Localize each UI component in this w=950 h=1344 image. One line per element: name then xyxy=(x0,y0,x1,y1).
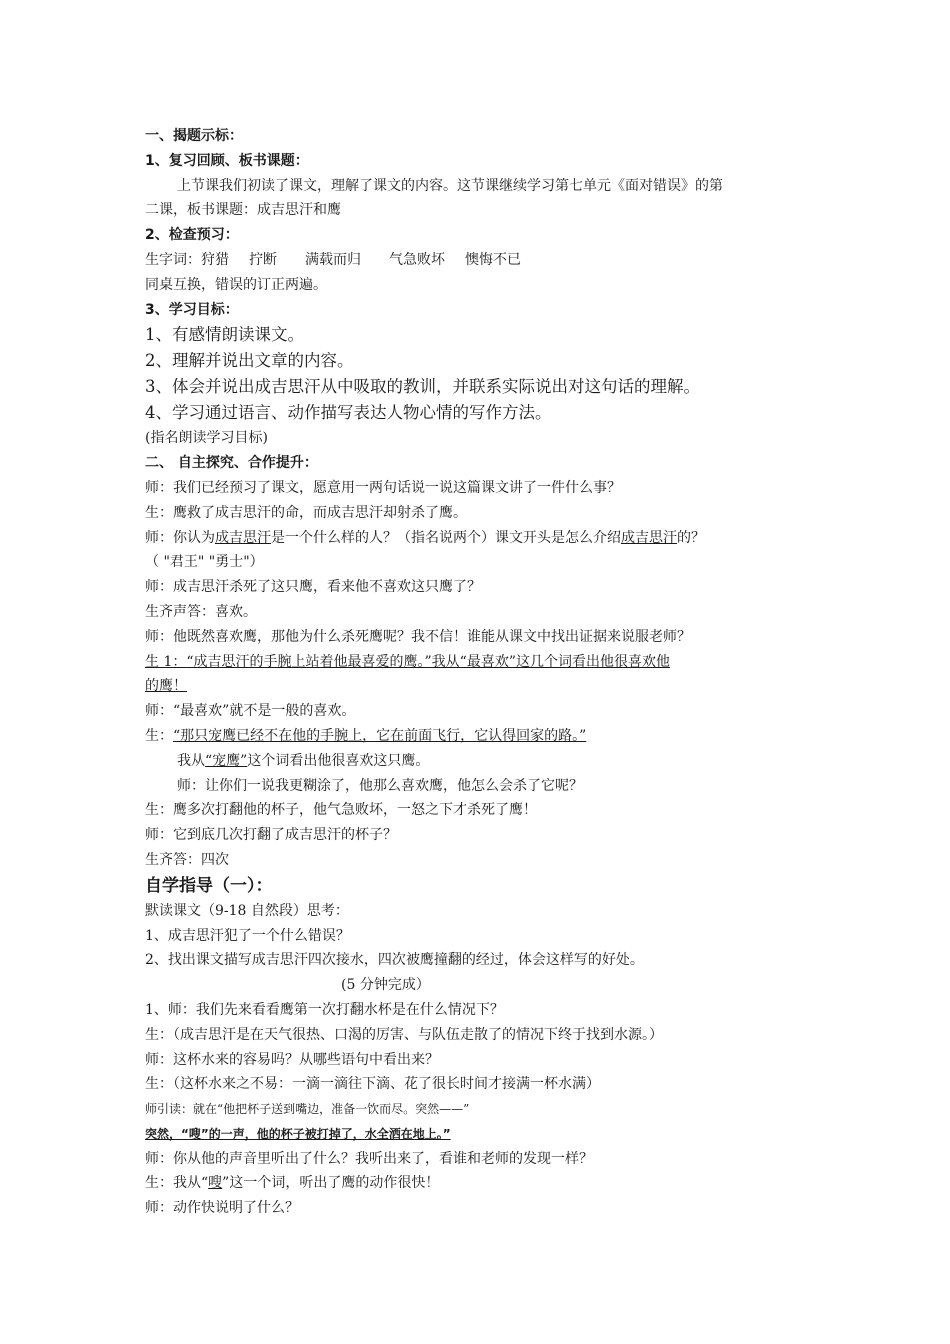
paragraph: 上节课我们初读了课文，理解了课文的内容。这节课继续学习第七单元《面对错误》的第 xyxy=(177,177,723,194)
text-run: 是一个什么样的人？（指名说两个）课文开头是怎么介绍 xyxy=(271,529,621,546)
goal-item: 3、体会并说出成吉思汗从中吸取的教训，并联系实际说出对这句话的理解。 xyxy=(145,377,700,397)
dialogue-line: 师：你从他的声音里听出了什么？我听出来了，看谁和老师的发现一样？ xyxy=(145,1150,593,1167)
dialogue-line: 师：让你们一说我更糊涂了，他那么喜欢鹰，他怎么会杀了它呢？ xyxy=(177,777,583,794)
dialogue-line xyxy=(145,749,825,774)
vocab-word: 懊悔不已 xyxy=(465,251,521,268)
text-run: 生： xyxy=(145,727,173,744)
dialogue-line xyxy=(145,1171,825,1196)
vocab-word: 气急败坏 xyxy=(389,251,445,268)
dialogue-line: 师：我们已经预习了课文，愿意用一两句话说一说这篇课文讲了一件什么事？ xyxy=(145,479,621,496)
text-run: 的？ xyxy=(677,529,705,546)
vocab-label: 生字词： xyxy=(145,251,201,268)
sub-heading: 2、检查预习： xyxy=(145,227,239,244)
underlined-text: “那只宠鹰已经不在他的手腕上，它在前面飞行，它认得回家的路。” xyxy=(173,727,587,744)
section-heading: 自学指导（一）： xyxy=(145,875,273,896)
sub-heading: 1、复习回顾、板书课题： xyxy=(145,152,309,169)
goal-item: 2、理解并说出文章的内容。 xyxy=(145,351,354,371)
dialogue-line: 生：（这杯水来之不易：一滴一滴往下滴、花了很长时间才接满一杯水满） xyxy=(145,1076,600,1093)
dialogue-line: 生齐答：四次 xyxy=(145,851,229,868)
vocab-word: 满载而归 xyxy=(305,251,361,268)
text-run: 这个词看出他很喜欢这只鹰。 xyxy=(247,752,430,769)
dialogue-line: 师：成吉思汗杀死了这只鹰，看来他不喜欢这只鹰了？ xyxy=(145,579,481,596)
text-run: 师：你认为 xyxy=(145,529,215,546)
dialogue-line: 生：鹰多次打翻他的杯子，他气急败坏，一怒之下才杀死了鹰！ xyxy=(145,802,537,819)
section-heading: 一、揭题示标： xyxy=(145,128,243,144)
text-run: 生：我从“ xyxy=(145,1175,209,1192)
underlined-text: 突然，“嗖”的一声，他的杯子被打掉了，水全洒在地上。” xyxy=(145,1126,451,1141)
underlined-text: 嗖 xyxy=(208,1175,223,1192)
dialogue-line xyxy=(145,650,825,675)
paragraph: 2、找出课文描写成吉思汗四次接水，四次被鹰撞翻的经过，体会这样写的好处。 xyxy=(145,952,644,969)
paragraph: 二课，板书课题：成吉思汗和鹰 xyxy=(145,202,341,219)
dialogue-line xyxy=(145,526,825,551)
paragraph: (指名朗读学习目标) xyxy=(145,430,268,447)
paragraph: 1、成吉思汗犯了一个什么错误？ xyxy=(145,927,350,944)
vocab-word: 拧断 xyxy=(249,251,277,268)
section-heading: 二、 自主探究、合作提升： xyxy=(145,455,318,472)
vocab-word: 狩猎 xyxy=(201,251,229,268)
underlined-text: 生 1： xyxy=(145,653,187,670)
text-run: ”这一个词，听出了鹰的动作很快！ xyxy=(222,1175,440,1192)
underlined-text: 成吉思汗 xyxy=(215,529,271,546)
underlined-text: 的鹰！ xyxy=(145,678,187,695)
dialogue-line: 师：他既然喜欢鹰，那他为什么杀死鹰呢？我不信！谁能从课文中找出证据来说服老师？ xyxy=(145,628,691,645)
dialogue-line: （ "君王" "勇士"） xyxy=(145,554,264,571)
document-page xyxy=(145,124,825,1221)
dialogue-line: 生齐声答：喜欢。 xyxy=(145,603,257,620)
text-run: 我从 xyxy=(177,752,205,769)
dialogue-line: 师：“最喜欢”就不是一般的喜欢。 xyxy=(145,703,356,720)
dialogue-line: 师引读：就在“他把杯子送到嘴边，准备一饮而尽。突然——” xyxy=(145,1102,470,1117)
dialogue-line: 生：鹰救了成吉思汗的命，而成吉思汗却射杀了鹰。 xyxy=(145,504,467,521)
dialogue-line xyxy=(145,674,825,699)
dialogue-line: 1、师：我们先来看看鹰第一次打翻水杯是在什么情况下？ xyxy=(145,1001,504,1018)
dialogue-line: 生：（成吉思汗是在天气很热、口渴的厉害、与队伍走散了的情况下终于找到水源。） xyxy=(145,1026,663,1043)
dialogue-line: 师：这杯水来的容易吗？从哪些语句中看出来？ xyxy=(145,1051,439,1068)
sub-heading: 3、学习目标： xyxy=(145,301,239,318)
dialogue-line: 师：动作快说明了什么？ xyxy=(145,1200,299,1217)
paragraph: 同桌互换，错误的订正两遍。 xyxy=(145,276,327,293)
goal-item: 1、有感情朗读课文。 xyxy=(145,325,304,345)
vocab-line xyxy=(145,248,825,273)
paragraph: (5 分钟完成） xyxy=(341,977,430,994)
dialogue-line: 师：它到底几次打翻了成吉思汗的杯子？ xyxy=(145,827,397,844)
underlined-text: “成吉思汗的手腕上站着他最喜爱的鹰。”我从“最喜欢”这几个词看出他很喜欢他 xyxy=(186,653,670,670)
dialogue-line xyxy=(145,724,825,749)
underlined-text: 成吉思汗 xyxy=(621,529,677,546)
goal-item: 4、学习通过语言、动作描写表达人物心情的写作方法。 xyxy=(145,403,552,423)
paragraph: 默读课文（9-18 自然段）思考： xyxy=(145,902,349,919)
underlined-text: “宠鹰” xyxy=(205,752,248,769)
